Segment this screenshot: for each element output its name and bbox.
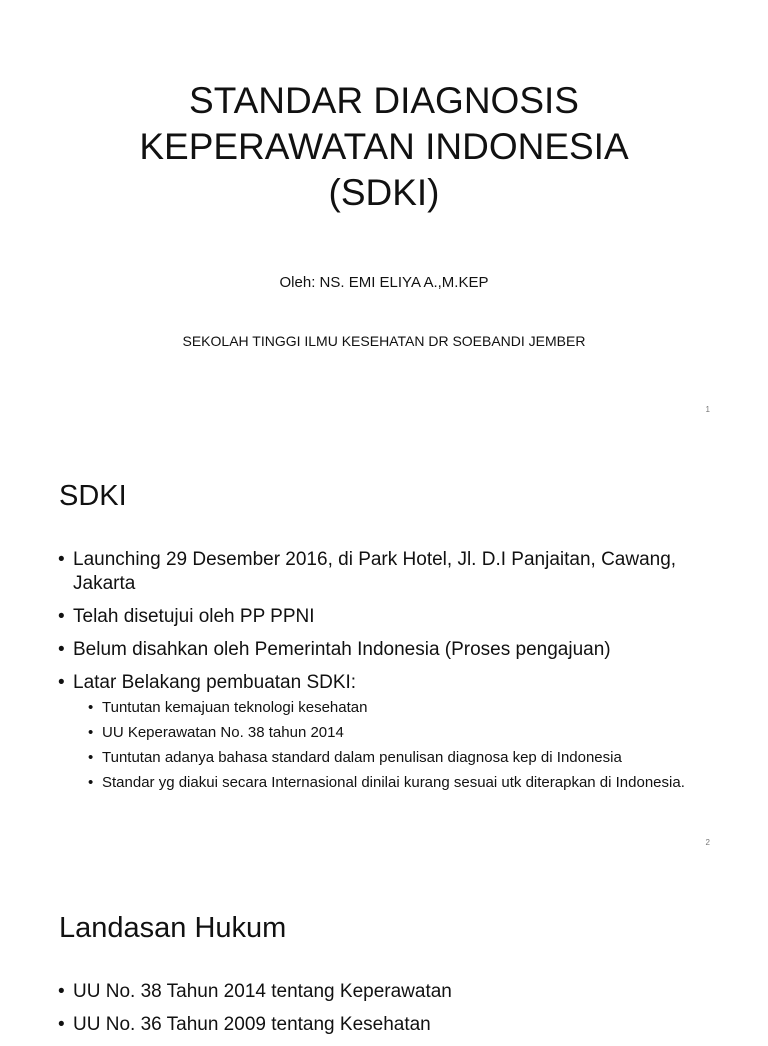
sub-bullet-item: • Standar yg diakui secara Internasional dinilai kurang sesuai utk diterapkan di Indonesia. [73,773,718,793]
slide-2 [0,430,768,862]
slide-3 [0,862,768,1035]
institution-line: SEKOLAH TINGGI ILMU KESEHATAN DR SOEBANDI JEMBER [182,333,586,349]
bullet-list [58,548,718,802]
bullet-item: • Belum disahkan oleh Pemerintah Indonesia (Proses pengajuan) [58,638,718,662]
title-line-2: KEPERAWATAN INDONESIA [139,126,629,167]
page-number: 1 [705,405,710,414]
bullet-item: • UU No. 36 Tahun 2009 tentang Kesehatan [58,1013,718,1037]
bullet-item: • Telah disetujui oleh PP PPNI [58,605,718,629]
bullet-item [58,671,718,793]
author-line: Oleh: NS. EMI ELIYA A.,M.KEP [279,274,489,291]
page-number: 2 [705,838,710,847]
slide-1 [0,0,768,430]
title-line-1: STANDAR DIAGNOSIS [189,80,579,121]
sub-bullet-item: • UU Keperawatan No. 38 tahun 2014 [73,723,718,743]
title-line-3: (SDKI) [328,172,440,213]
sub-bullet-item: • Tuntutan adanya bahasa standard dalam penulisan diagnosa kep di Indonesia [73,748,718,768]
bullet-item: • UU No. 38 Tahun 2014 tentang Keperawatan [58,980,718,1004]
slide-2-heading: SDKI [59,480,127,512]
slide-1-title [0,78,768,216]
sub-bullet-item: • Tuntutan kemajuan teknologi kesehatan [73,698,718,718]
bullet-item-text: Latar Belakang pembuatan SDKI: [73,672,357,693]
sub-bullet-list [73,698,718,793]
slide-3-heading: Landasan Hukum [59,912,287,944]
bullet-list [58,980,718,1046]
bullet-item: • Launching 29 Desember 2016, di Park Hotel, Jl. D.I Panjaitan, Cawang, Jakarta [58,548,718,596]
